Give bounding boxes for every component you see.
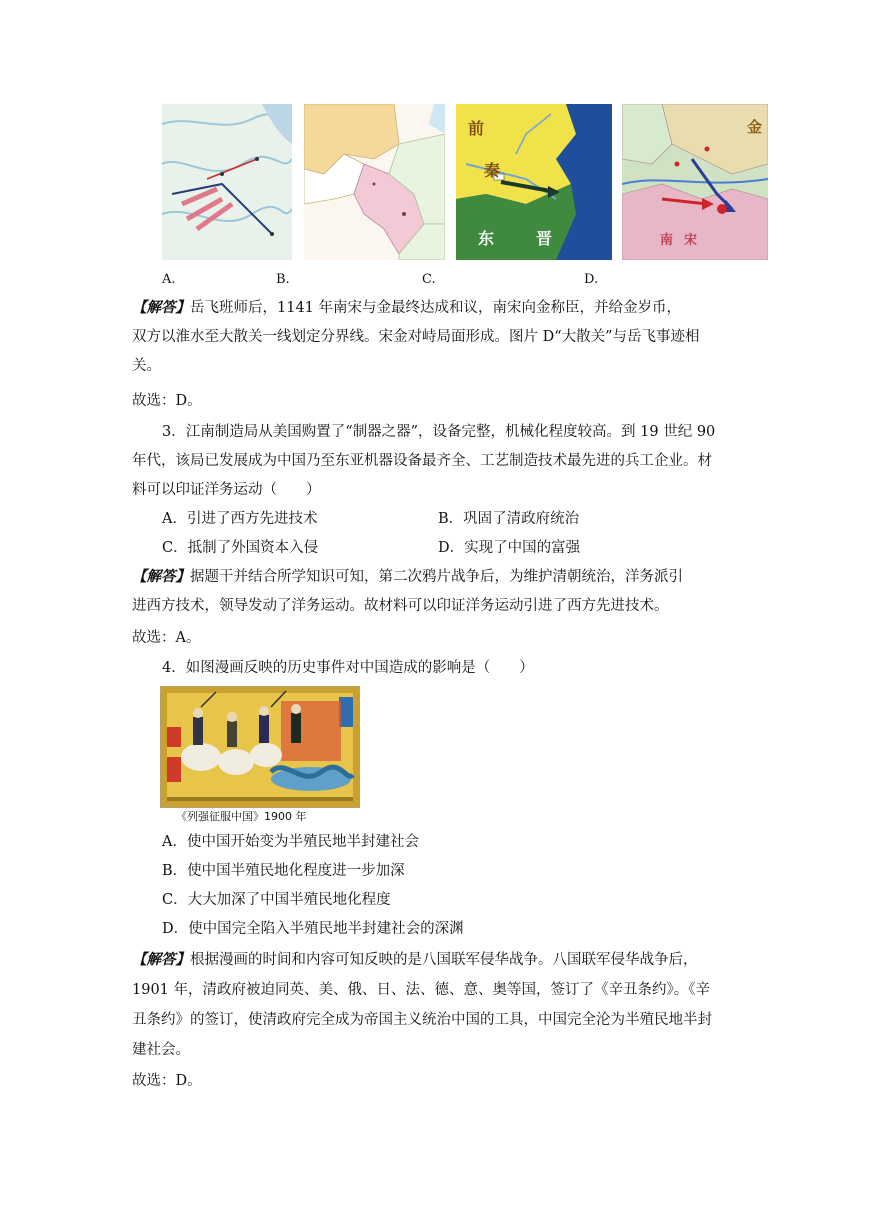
q2-answer-line-1 — [132, 298, 681, 318]
q3-option-a: A．引进了西方先进技术 — [162, 511, 318, 527]
q4-stem: 4．如图漫画反映的历史事件对中国造成的影响是（ ） — [162, 660, 534, 676]
q4-answer-label: 【解答】 — [132, 951, 190, 968]
q2-answer-line-2: 双方以淮水至大散关一线划定分界线。宋金对峙局面形成。图片 D“大散关”与岳飞事迹相 — [132, 329, 700, 345]
q4-option-d: D．使中国完全陷入半殖民地半封建社会的深渊 — [162, 921, 464, 937]
q2-answer-text-1: 岳飞班师后，1141 年南宋与金最终达成和议，南宋向金称臣，并给金岁币， — [190, 300, 682, 316]
q4-option-b: B．使中国半殖民地化程度进一步加深 — [162, 863, 405, 879]
q4-choice: 故选：D。 — [132, 1073, 202, 1089]
map-c-label-3: 晋 — [536, 229, 553, 248]
map-option-letter-d: D. — [584, 272, 599, 287]
q4-answer-text-1: 根据漫画的时间和内容可知反映的是八国联军侵华战争。八国联军侵华战争后， — [190, 952, 698, 968]
q4-answer-line-2: 1901 年，清政府被迫同英、美、俄、日、法、德、意、奥等国，签订了《辛丑条约》。《辛 — [132, 982, 711, 998]
map-options — [162, 104, 768, 260]
map-option-letter-a: A. — [162, 272, 176, 287]
q4-cartoon-caption: 《列强征服中国》1900 年 — [176, 810, 307, 823]
q4-answer-line-1 — [132, 950, 698, 970]
map-c-label-2: 东 — [478, 229, 495, 248]
q4-answer-line-3: 丑条约》的签订，使清政府完全成为帝国主义统治中国的工具，中国完全沦为半殖民地半封 — [132, 1012, 712, 1028]
q3-choice: 故选：A。 — [132, 630, 201, 646]
map-option-letter-c: C. — [422, 272, 436, 287]
map-option-letter-b: B. — [276, 272, 290, 287]
q3-option-d: D．实现了中国的富强 — [438, 540, 581, 556]
q4-option-a: A．使中国开始变为半殖民地半封建社会 — [162, 834, 419, 850]
q2-choice: 故选：D。 — [132, 393, 202, 409]
q3-answer-label: 【解答】 — [132, 568, 190, 585]
map-c-label-0: 前 — [468, 119, 485, 138]
q3-option-c: C．抵制了外国资本入侵 — [162, 540, 319, 556]
q3-stem-line-1: 3．江南制造局从美国购置了“制器之器”，设备完整，机械化程度较高。到 19 世纪 90 — [162, 424, 716, 440]
q3-option-b: B．巩固了清政府统治 — [438, 511, 580, 527]
map-d-image — [622, 104, 768, 260]
q4-option-c: C．大大加深了中国半殖民地化程度 — [162, 892, 391, 908]
map-d-label-0: 金 — [747, 118, 763, 136]
q2-answer-label: 【解答】 — [132, 299, 190, 316]
q3-stem-line-2: 年代，该局已发展成为中国乃至东亚机器设备最齐全、工艺制造技术最先进的兵工企业。材 — [132, 453, 712, 469]
map-d-label-2: 宋 — [684, 233, 698, 248]
q4-answer-line-4: 建社会。 — [132, 1042, 190, 1058]
map-c-image — [456, 104, 612, 260]
q4-cartoon-image — [160, 686, 360, 808]
q3-answer-text-1: 据题干并结合所学知识可知，第二次鸦片战争后，为维护清朝统治，洋务派引 — [190, 569, 683, 585]
map-option-letters — [0, 272, 869, 292]
q2-answer-line-3: 关。 — [132, 358, 161, 374]
q3-answer-line-1 — [132, 567, 683, 587]
map-a-image — [162, 104, 292, 260]
map-d-label-1: 南 — [660, 233, 674, 248]
q3-stem-line-3: 料可以印证洋务运动（ ） — [132, 482, 321, 498]
q3-answer-line-2: 进西方技术，领导发动了洋务运动。故材料可以印证洋务运动引进了西方先进技术。 — [132, 598, 669, 614]
map-c-label-1: 秦 — [484, 161, 501, 180]
map-b-image — [304, 104, 445, 260]
